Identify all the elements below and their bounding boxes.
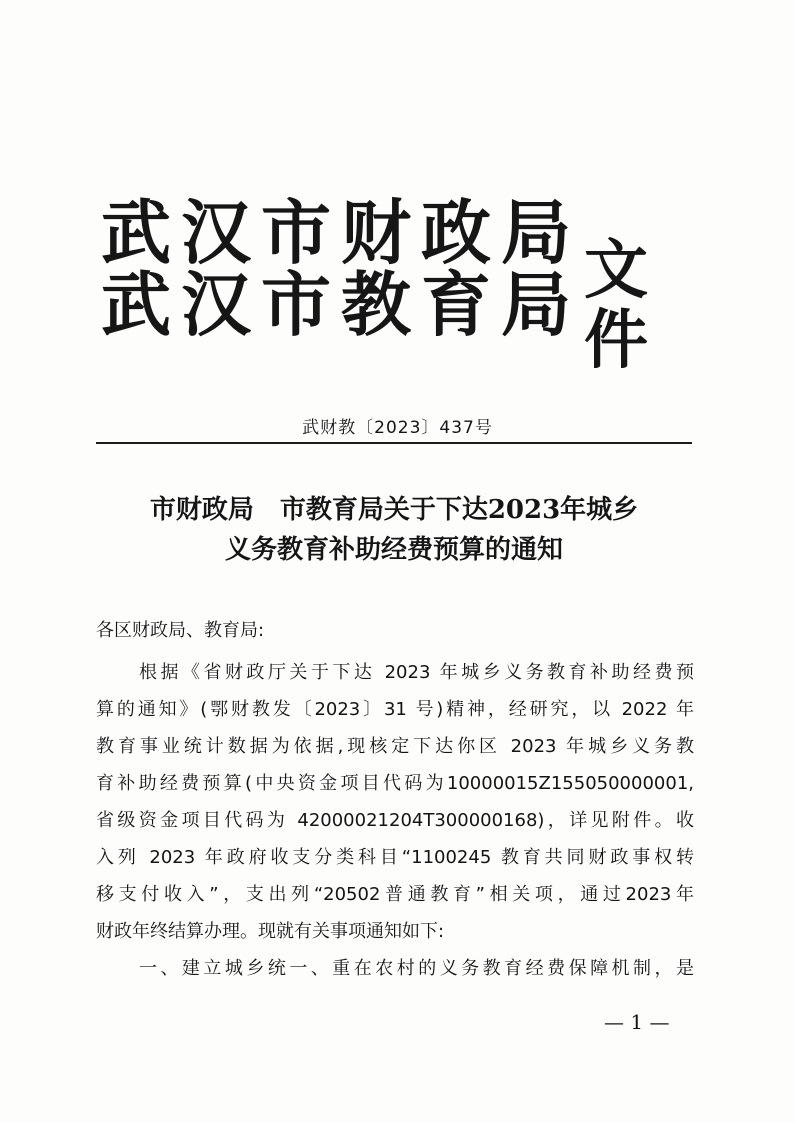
body-line: 教育事业统计数据为依据,现核定下达你区 2023 年城乡义务教 <box>96 736 694 757</box>
body-paragraph <box>96 654 694 987</box>
masthead <box>96 191 696 378</box>
body-line: 入列 2023 年政府收支分类科目“1100245 教育共同财政事权转 <box>96 847 694 868</box>
body-line: 算的通知》(鄂财教发〔2023〕31 号)精神，经研究，以 2022 年 <box>96 699 694 720</box>
salutation: 各区财政局、教育局: <box>96 620 265 641</box>
body-line: 省级资金项目代码为 42000021204T300000168)，详见附件。收 <box>96 810 694 831</box>
document-number: 武财教〔2023〕437号 <box>302 418 493 438</box>
body-line: 一、建立城乡统一、重在农村的义务教育经费保障机制，是 <box>96 958 694 979</box>
body-line: 移支付收入”，支出列“20502普通教育”相关项，通过2023年 <box>96 884 694 905</box>
page-number: — 1 — <box>604 1010 670 1034</box>
masthead-line-finance-bureau: 武 汉 市 财 政 局 <box>101 191 571 274</box>
masthead-suffix: 文件 <box>584 233 648 378</box>
masthead-line-education-bureau: 武 汉 市 教 育 局 <box>101 263 571 346</box>
document-title-line-2: 义务教育补助经费预算的通知 <box>224 535 563 565</box>
body-line: 育补助经费预算(中央资金项目代码为10000015Z155050000001, <box>96 773 694 794</box>
body-line: 财政年终结算办理。现就有关事项通知如下: <box>96 921 445 942</box>
document-title-line-1: 市财政局 市教育局关于下达2023年城乡 <box>149 495 639 525</box>
body-line: 根据《省财政厅关于下达 2023 年城乡义务教育补助经费预 <box>96 662 694 683</box>
header-divider <box>96 442 692 444</box>
